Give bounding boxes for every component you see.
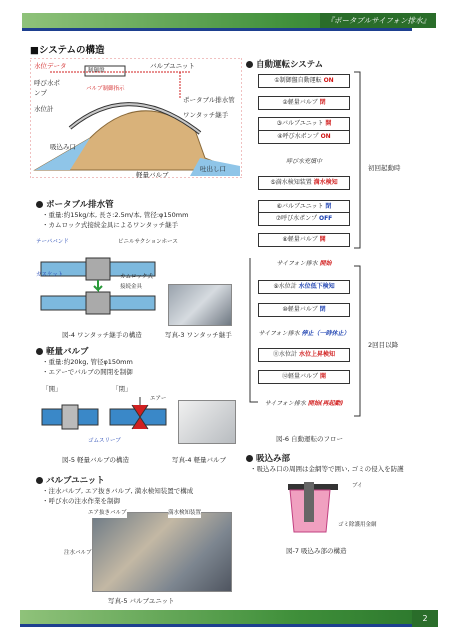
- fig5-caption: 図-5 軽量バルブの構造: [62, 456, 130, 464]
- photo-valve-unit: [92, 512, 232, 592]
- label-rubber-sleeve: ゴムスリーブ: [88, 438, 121, 444]
- footer-bar: [0, 608, 450, 630]
- flow-step-status: 開: [319, 236, 326, 243]
- flow-step-text: ⑤満水検知装置: [270, 179, 314, 186]
- intake-diagram: [280, 480, 380, 540]
- flow-step-text: ⑧軽量バルブ: [282, 236, 320, 243]
- fig7-caption: 図-7 吸込み部の構造: [286, 547, 347, 555]
- page-number: 2: [412, 610, 438, 627]
- flow-step-text: ④呼び水ポンプ: [277, 133, 321, 140]
- photo-coupling: [168, 284, 232, 326]
- label-pump: 呼び水ポンプ: [34, 79, 60, 97]
- bullet-dot-icon: [36, 348, 43, 355]
- pipe-bullet-2: ・カムロック式接続金具によるワンタッチ継手: [42, 221, 179, 229]
- fig4-caption: 図-4 ワンタッチ継手の構造: [62, 331, 142, 339]
- flow-step-text: ⑩軽量バルブ: [282, 306, 320, 313]
- label-air: エアー: [150, 396, 167, 402]
- label-camlock: カムロック式 接続金具: [120, 274, 153, 290]
- label-gauge: 水位計: [34, 105, 54, 113]
- flow-step-status: 満水検知: [313, 179, 338, 186]
- header-bar: [0, 0, 450, 34]
- label-valve-ctrl: バルブ制御指示: [86, 86, 125, 92]
- flow-step-text: ③バルブユニット: [276, 120, 326, 127]
- flow-step-status: 閉: [319, 306, 326, 313]
- label-intake: 吸込み口: [50, 143, 76, 151]
- flow-step-status: ON: [320, 133, 331, 140]
- label-first-start: 初回起動時: [368, 164, 401, 172]
- flow-step-text: ⑪水位計: [273, 351, 299, 358]
- flow-step-text: ⑨水位計: [273, 283, 299, 290]
- label-water-data: 水位データ: [34, 62, 67, 70]
- bullet-dot-icon: [246, 61, 253, 68]
- label-second-start: 2回目以降: [368, 341, 399, 349]
- bullet-dot-icon: [36, 477, 43, 484]
- footer-blue-line: [20, 624, 415, 627]
- label-tape-band: テーパバンド: [36, 239, 69, 245]
- label-outlet: 吐出し口: [200, 165, 226, 173]
- photo5-caption: 写真-5 バルブユニット: [108, 597, 175, 605]
- photo3-caption: 写真-3 ワンタッチ継手: [165, 331, 232, 339]
- label-valve-unit: バルブユニット: [150, 62, 195, 70]
- label-mesh: ゴミ除護用金網: [338, 522, 377, 528]
- unit-heading: バルブユニット: [36, 474, 105, 486]
- flow-step-status: ON: [323, 77, 334, 84]
- unit-bullet-1: ・注水バルブ, エア抜きバルブ, 満水検知装置で構成: [42, 487, 194, 495]
- valve-heading: 軽量バルブ: [36, 345, 89, 357]
- header-blue-line: [22, 28, 412, 31]
- header-title: 『ポータブルサイフォン排水』: [320, 13, 436, 28]
- label-full-detect: 満水検知装置: [168, 510, 202, 516]
- label-closed: 「閉」: [112, 385, 132, 393]
- valve-bullet-2: ・エアーでバルブの開閉を制御: [42, 368, 133, 376]
- flow-step-status: 水位低下検知: [298, 283, 335, 290]
- flow-step-text: ⑥バルブユニット: [276, 203, 326, 210]
- flow-step-status: OFF: [318, 215, 333, 222]
- flow-step-status: 停止（一時休止）: [301, 330, 350, 337]
- flow-step-text: 呼び水充填中: [285, 158, 322, 165]
- footer-green-band: [20, 610, 415, 624]
- flow-step-text: ⑦呼び水ポンプ: [275, 215, 319, 222]
- pipe-bullet-1: ・重量:約15kg/本, 長さ:2.5m/本, 管径:φ150mm: [42, 211, 189, 219]
- unit-bullet-2: ・呼び水の注水作業を制御: [42, 497, 120, 505]
- flow-step-status: 開始: [319, 260, 332, 267]
- flow-step-status: 水位上昇検知: [298, 351, 335, 358]
- flow-step-text: ②軽量バルブ: [282, 99, 320, 106]
- photo-light-valve: [178, 400, 236, 444]
- flow-step-status: 開: [319, 373, 326, 380]
- label-light-valve: 軽量バルブ: [136, 171, 169, 179]
- label-pipe: ポータブル排水管: [183, 96, 235, 104]
- label-fill-valve: 注水バルブ: [64, 550, 92, 556]
- intake-heading: 吸込み部: [246, 452, 290, 464]
- valve-bullet-1: ・重量:約20kg, 管径φ150mm: [42, 358, 133, 366]
- label-coupling: ワンタッチ継手: [183, 111, 229, 119]
- flow-brackets: [246, 70, 366, 430]
- flow-step-status: 開: [325, 120, 332, 127]
- bullet-dot-icon: [246, 455, 253, 462]
- label-air-valve: エア抜きバルブ: [88, 510, 127, 516]
- bullet-dot-icon: [36, 201, 43, 208]
- fig6-caption: 図-6 自動運転のフロー: [276, 435, 344, 443]
- label-control-panel: 制御盤: [88, 68, 105, 74]
- structure-heading: ■システムの構造: [30, 45, 105, 56]
- flow-step-text: サイフォン排水: [264, 400, 308, 407]
- flow-step-status: 開始(再起動): [307, 400, 344, 407]
- flow-step-text: ①制御盤自動運転: [274, 77, 324, 84]
- flow-step-status: 閉: [319, 99, 326, 106]
- label-gasket: ガスケット: [36, 272, 64, 278]
- label-buoy: ブイ: [352, 483, 363, 489]
- label-suction-hose: ビニルサクションホース: [118, 239, 178, 245]
- pipe-heading: ポータブル排水管: [36, 198, 114, 210]
- photo4-caption: 写真-4 軽量バルブ: [172, 456, 227, 464]
- intake-bullet: ・吸込み口の周囲は金網等で囲い, ゴミの侵入を防護: [250, 465, 404, 473]
- flow-step-text: サイフォン排水: [258, 330, 302, 337]
- flow-step-text: ⑫軽量バルブ: [282, 373, 320, 380]
- flow-step-status: 閉: [325, 203, 332, 210]
- flow-step-text: サイフォン排水: [276, 260, 320, 267]
- label-open: 「開」: [42, 385, 62, 393]
- auto-heading: 自動運転システム: [246, 58, 323, 70]
